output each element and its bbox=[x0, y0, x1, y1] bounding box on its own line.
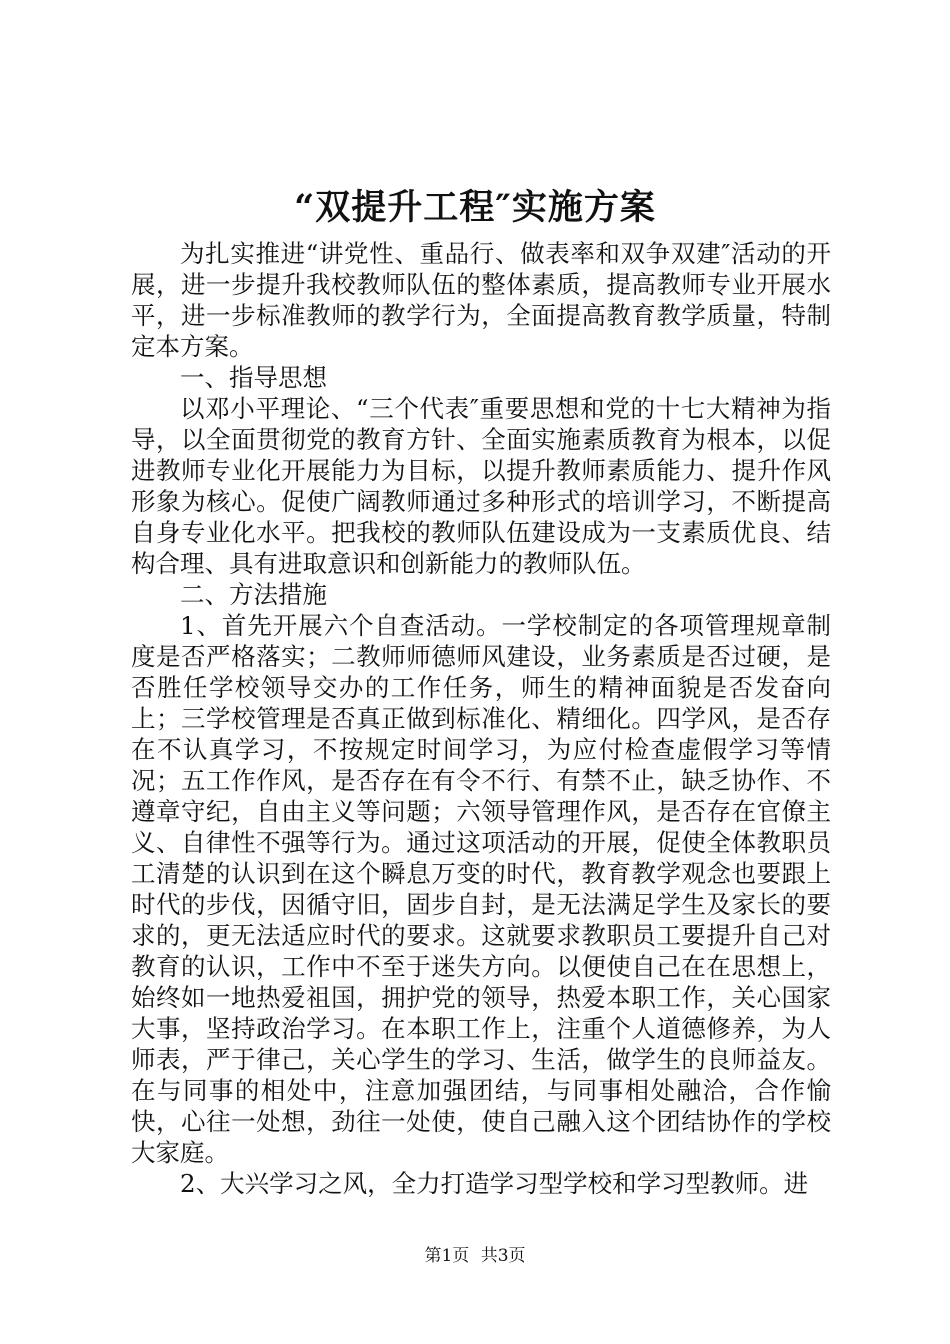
page-total: 共3页 bbox=[480, 1246, 526, 1266]
document-body bbox=[131, 238, 831, 1199]
document-title: “双提升工程″实施方案 bbox=[294, 187, 656, 228]
intro-paragraph: 为扎实推进“讲党性、重品行、做表率和双争双建″活动的开展，进一步提升我校教师队伍的整体素质，提高教师专业开展水平，进一步标准教师的教学行为，全面提高教育教学质量，特制定本方案。 bbox=[131, 239, 831, 361]
method-item-2-paragraph: 2、大兴学习之风，全力打造学习型学校和学习型教师。进 bbox=[180, 1169, 809, 1198]
section-heading-guiding-ideology: 一、指导思想 bbox=[180, 363, 327, 392]
page-footer bbox=[0, 1244, 950, 1268]
page-number: 第1页 bbox=[424, 1246, 470, 1266]
section-heading-methods: 二、方法措施 bbox=[180, 580, 327, 609]
method-item-1-paragraph: 1、首先开展六个自查活动。一学校制定的各项管理规章制度是否严格落实；二教师师德师风建设，业务素质是否过硬，是否胜任学校领导交办的工作任务，师生的精神面貌是否发奋向上；三学校管理是否真正做到标准化、精细化。四学风，是否存在不认真学习，不按规定时间学习，为应付检查虚假学习等情况；五工作作风，是否存在有令不行、有禁不止，缺乏协作、不遵章守纪，自由主义等问题；六领导管理作风，是否存在官僚主义、自律性不强等行为。通过这项活动的开展，促使全体教职员工清楚的认识到在这个瞬息万变的时代，教育教学观念也要跟上时代的步伐，因循守旧，固步自封，是无法满足学生及家长的要求的，更无法适应时代的要求。这就要求教职员工要提升自己对教育的认识，工作中不至于迷失方向。以便使自己在在思想上，始终如一地热爱祖国，拥护党的领导，热爱本职工作，关心国家大事，坚持政治学习。在本职工作上，注重个人道德修养，为人师表，严于律己，关心学生的学习、生活，做学生的良师益友。在与同事的相处中，注意加强团结，与同事相处融洽，合作愉快，心往一处想，劲往一处使，使自己融入这个团结协作的学校大家庭。 bbox=[131, 611, 831, 1167]
guiding-ideology-paragraph: 以邓小平理论、“三个代表″重要思想和党的十七大精神为指导，以全面贯彻党的教育方针、全面实施素质教育为根本，以促进教师专业化开展能力为目标，以提升教师素质能力、提升作风形象为核心。促使广阔教师通过多种形式的培训学习，不断提高自身专业化水平。把我校的教师队伍建设成为一支素质优良、结构合理、具有进取意识和创新能力的教师队伍。 bbox=[131, 394, 831, 578]
